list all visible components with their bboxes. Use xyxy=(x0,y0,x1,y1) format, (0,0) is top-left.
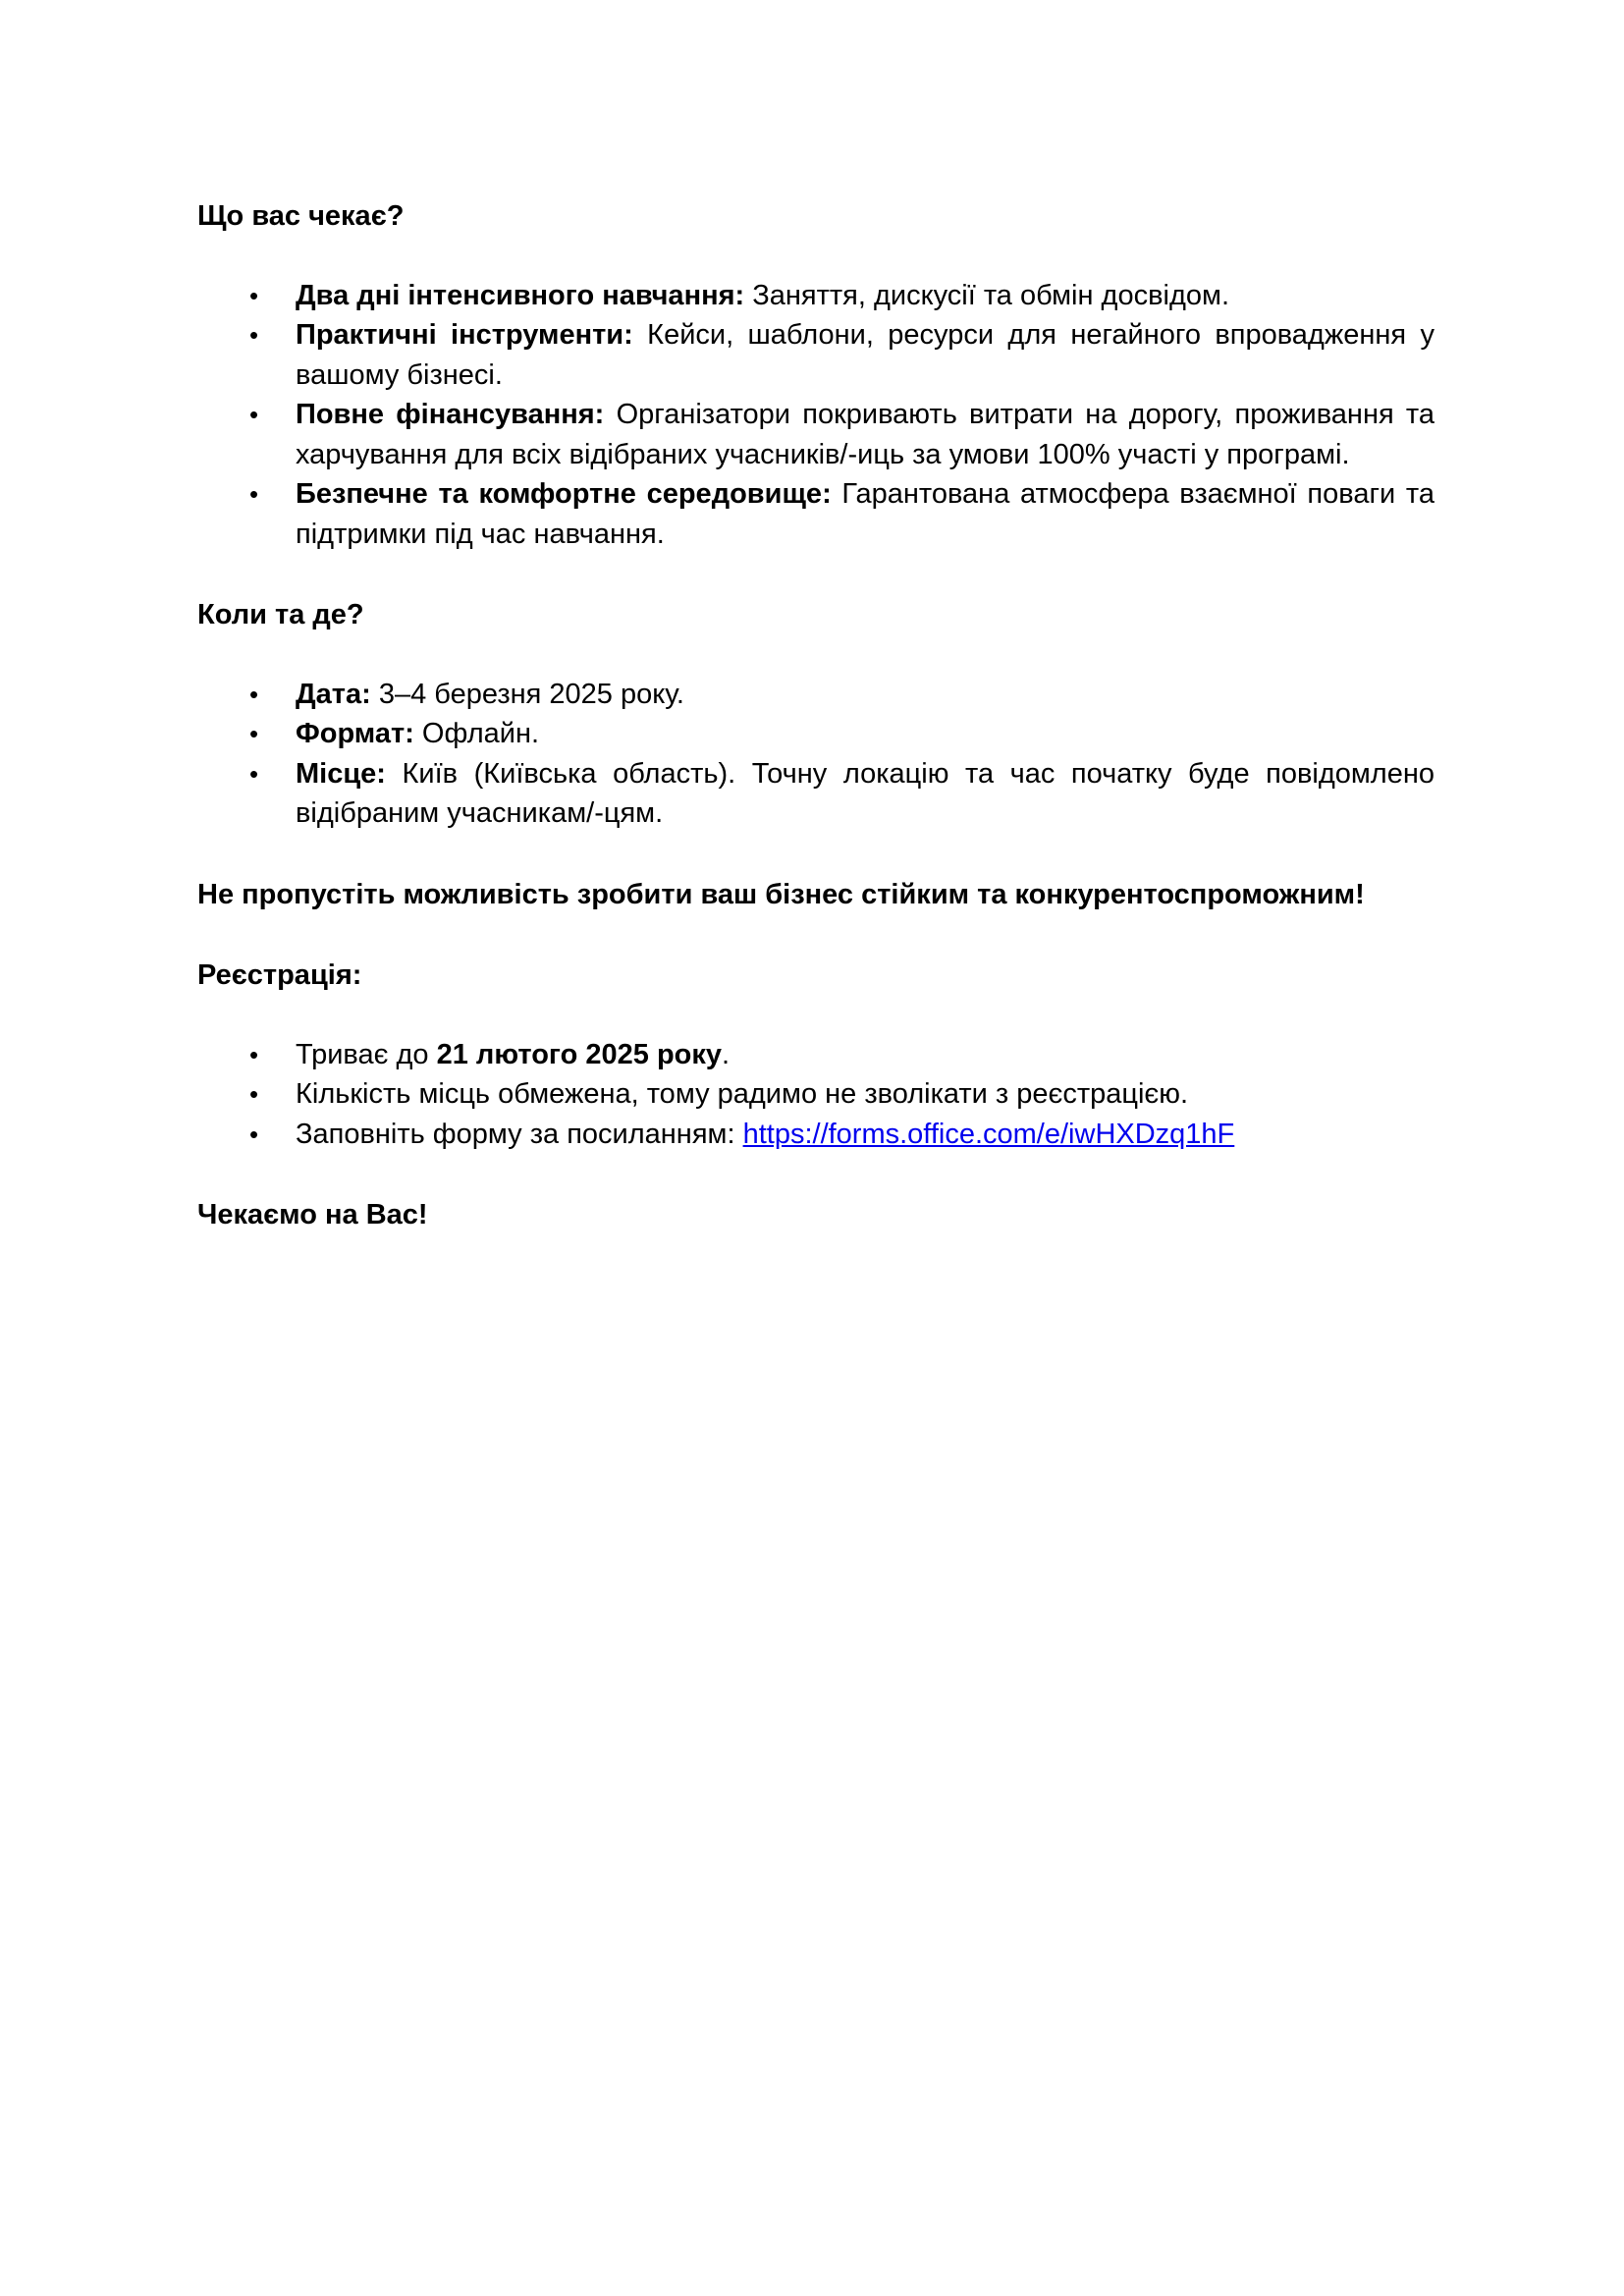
registration-form-link[interactable]: https://forms.office.com/e/iwHXDzq1hF xyxy=(742,1118,1235,1150)
item-text: Заповніть форму за посиланням: xyxy=(296,1118,743,1150)
item-text: Кейси, шаблони, ресурси для негайного впровадження у вашому бізнесі. xyxy=(296,319,1435,391)
bullet-icon: • xyxy=(249,400,259,429)
item-label: Повне фінансування: xyxy=(296,399,605,430)
item-text: Київ (Київська область). Точну локацію та час початку буде повідомлено відібраним учасникам/-цям. xyxy=(296,757,1435,829)
expect-list xyxy=(197,276,1435,555)
section-heading-when: Коли та де? xyxy=(197,599,364,630)
deadline-date: 21 лютого 2025 року xyxy=(436,1038,723,1070)
bullet-icon: • xyxy=(249,1039,259,1069)
bullet-icon: • xyxy=(249,479,259,509)
list-item xyxy=(197,395,1435,474)
list-item xyxy=(197,1115,1435,1155)
section-heading-registration: Реєстрація: xyxy=(197,959,362,991)
item-text: Заняття, дискусії та обмін досвідом. xyxy=(744,279,1229,311)
when-list xyxy=(197,675,1435,834)
item-label: Дата: xyxy=(296,678,371,710)
list-item xyxy=(197,276,1435,316)
item-label: Формат: xyxy=(296,718,414,749)
item-text: Триває до xyxy=(296,1038,437,1070)
item-label: Безпечне та комфортне середовище: xyxy=(296,478,832,510)
bullet-icon: • xyxy=(249,280,259,310)
call-to-action: Не пропустіть можливість зробити ваш бізнес стійким та конкурентоспроможним! xyxy=(197,878,1365,910)
list-item xyxy=(197,675,1435,715)
item-text: 3–4 березня 2025 року. xyxy=(370,678,684,710)
bullet-icon: • xyxy=(249,1079,259,1109)
document-body xyxy=(197,196,1435,1235)
list-item xyxy=(197,754,1435,834)
bullet-icon: • xyxy=(249,758,259,789)
list-item xyxy=(197,474,1435,554)
list-item xyxy=(197,315,1435,395)
item-label: Практичні інструменти: xyxy=(296,319,633,351)
section-heading-expect: Що вас чекає? xyxy=(197,200,405,232)
bullet-icon: • xyxy=(249,320,259,350)
item-text: Офлайн. xyxy=(413,718,540,749)
list-item xyxy=(197,1074,1435,1115)
closing-text: Чекаємо на Вас! xyxy=(197,1199,428,1230)
bullet-icon: • xyxy=(249,719,259,748)
list-item xyxy=(197,1035,1435,1075)
item-label: Два дні інтенсивного навчання: xyxy=(296,279,745,311)
item-text: . xyxy=(722,1038,731,1070)
item-text: Гарантована атмосфера взаємної поваги та підтримки під час навчання. xyxy=(296,478,1435,550)
bullet-icon: • xyxy=(249,679,259,709)
item-text: Організатори покривають витрати на дорогу, проживання та харчування для всіх відібраних учасників/-иць за умови 100% участі у програмі. xyxy=(296,399,1435,470)
bullet-icon: • xyxy=(249,1119,259,1149)
item-text: Кількість місць обмежена, тому радимо не зволікати з реєстрацією. xyxy=(296,1078,1189,1110)
registration-list xyxy=(197,1035,1435,1155)
item-label: Місце: xyxy=(296,757,386,790)
list-item xyxy=(197,714,1435,754)
